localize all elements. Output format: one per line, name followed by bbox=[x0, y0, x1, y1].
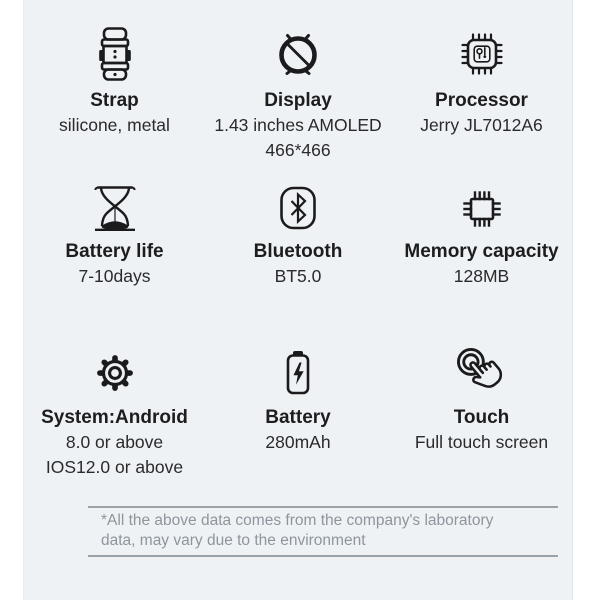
spec-touch bbox=[390, 330, 573, 505]
spec-battery-life bbox=[23, 170, 206, 330]
spec-value: 128MB bbox=[453, 266, 510, 286]
spec-value: 7-10days bbox=[78, 266, 151, 286]
hourglass-icon bbox=[91, 185, 139, 231]
spec-title: Battery bbox=[265, 407, 331, 428]
spec-title: Memory capacity bbox=[404, 241, 559, 262]
spec-title: Strap bbox=[90, 90, 139, 111]
spec-system bbox=[23, 330, 206, 505]
disclaimer-note bbox=[88, 506, 558, 557]
spec-value: 466*466 bbox=[265, 140, 331, 160]
spec-value: 280mAh bbox=[265, 432, 331, 452]
spec-row-1 bbox=[23, 0, 573, 170]
spec-title: Battery life bbox=[65, 241, 164, 262]
bluetooth-icon bbox=[275, 185, 321, 231]
spec-display bbox=[206, 0, 390, 170]
spec-strap bbox=[23, 0, 206, 170]
battery-icon bbox=[276, 349, 320, 397]
spec-value: Jerry JL7012A6 bbox=[420, 115, 543, 135]
watch-strap-icon bbox=[95, 28, 135, 80]
watch-display-icon bbox=[272, 28, 324, 80]
spec-row-2 bbox=[23, 170, 573, 330]
touch-icon bbox=[453, 349, 511, 397]
spec-battery bbox=[206, 330, 390, 505]
spec-title: Display bbox=[264, 90, 332, 111]
spec-row-3 bbox=[23, 330, 573, 505]
spec-value: 8.0 or above bbox=[65, 432, 164, 452]
spec-title: Processor bbox=[435, 90, 528, 111]
spec-title: System:Android bbox=[41, 407, 188, 428]
spec-value: BT5.0 bbox=[274, 266, 322, 286]
spec-value: Full touch screen bbox=[414, 432, 549, 452]
disclaimer-line-1: *All the above data comes from the company's laboratory bbox=[101, 512, 494, 529]
spec-sheet-panel bbox=[23, 0, 573, 600]
memory-chip-icon bbox=[458, 185, 506, 231]
disclaimer-line-2: data, may vary due to the environment bbox=[101, 532, 366, 549]
spec-processor bbox=[390, 0, 573, 170]
spec-value: IOS12.0 or above bbox=[45, 457, 184, 477]
spec-memory bbox=[390, 170, 573, 330]
processor-chip-icon bbox=[458, 28, 506, 80]
spec-value: 1.43 inches AMOLED bbox=[214, 115, 382, 135]
spec-title: Touch bbox=[453, 407, 510, 428]
gear-icon bbox=[90, 349, 140, 397]
spec-bluetooth bbox=[206, 170, 390, 330]
spec-title: Bluetooth bbox=[253, 241, 343, 262]
spec-value: silicone, metal bbox=[59, 115, 170, 135]
